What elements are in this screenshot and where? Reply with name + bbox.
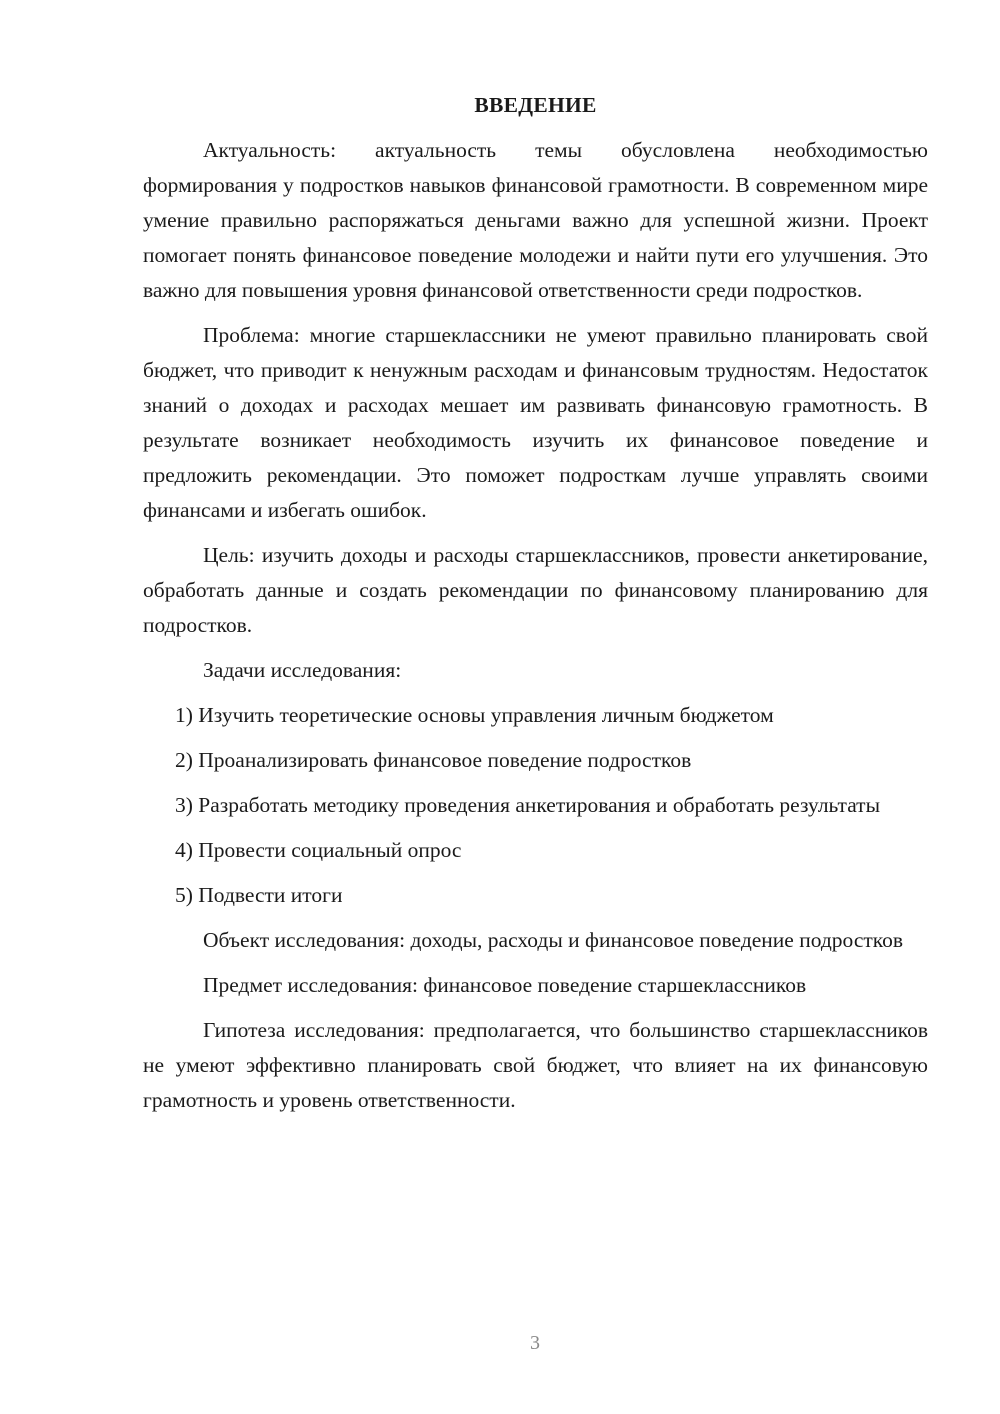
- paragraph-relevance: Актуальность: актуальность темы обусловлена необходимостью формирования у подростков навыков финансовой грамотности. В современном мире умение правильно распоряжаться деньгами важно для успешной жизни. Проект помогает понять финансовое поведение молодежи и найти пути его улучшения. Это важно для повышения уровня финансовой ответственности среди подростков.: [143, 138, 928, 302]
- task-item-1: 1) Изучить теоретические основы управления личным бюджетом: [175, 703, 774, 727]
- task-item-4: 4) Провести социальный опрос: [175, 838, 462, 862]
- page-number: 3: [530, 1332, 540, 1354]
- paragraph-goal: Цель: изучить доходы и расходы старшеклассников, провести анкетирование, обработать данные и создать рекомендации по финансовому планированию для подростков.: [143, 543, 928, 637]
- task-item-5: 5) Подвести итоги: [175, 883, 343, 907]
- paragraph-object: Объект исследования: доходы, расходы и финансовое поведение подростков: [203, 928, 904, 952]
- paragraph-hypothesis: Гипотеза исследования: предполагается, что большинство старшеклассников не умеют эффективно планировать свой бюджет, что влияет на их финансовую грамотность и уровень ответственности.: [143, 1018, 928, 1112]
- paragraph-subject: Предмет исследования: финансовое поведение старшеклассников: [203, 973, 807, 997]
- task-item-3: 3) Разработать методику проведения анкетирования и обработать результаты: [175, 793, 881, 817]
- task-item-2: 2) Проанализировать финансовое поведение подростков: [175, 748, 692, 772]
- page-content: [143, 88, 928, 1128]
- section-title: ВВЕДЕНИЕ: [474, 93, 597, 117]
- paragraph-problem: Проблема: многие старшеклассники не умеют правильно планировать свой бюджет, что приводит к ненужным расходам и финансовым трудностям. Недостаток знаний о доходах и расходах мешает им развивать финансовую грамотность. В результате возникает необходимость изучить их финансовое поведение и предложить рекомендации. Это поможет подросткам лучше управлять своими финансами и избегать ошибок.: [143, 323, 928, 522]
- paragraph-tasks-heading: Задачи исследования:: [203, 658, 402, 682]
